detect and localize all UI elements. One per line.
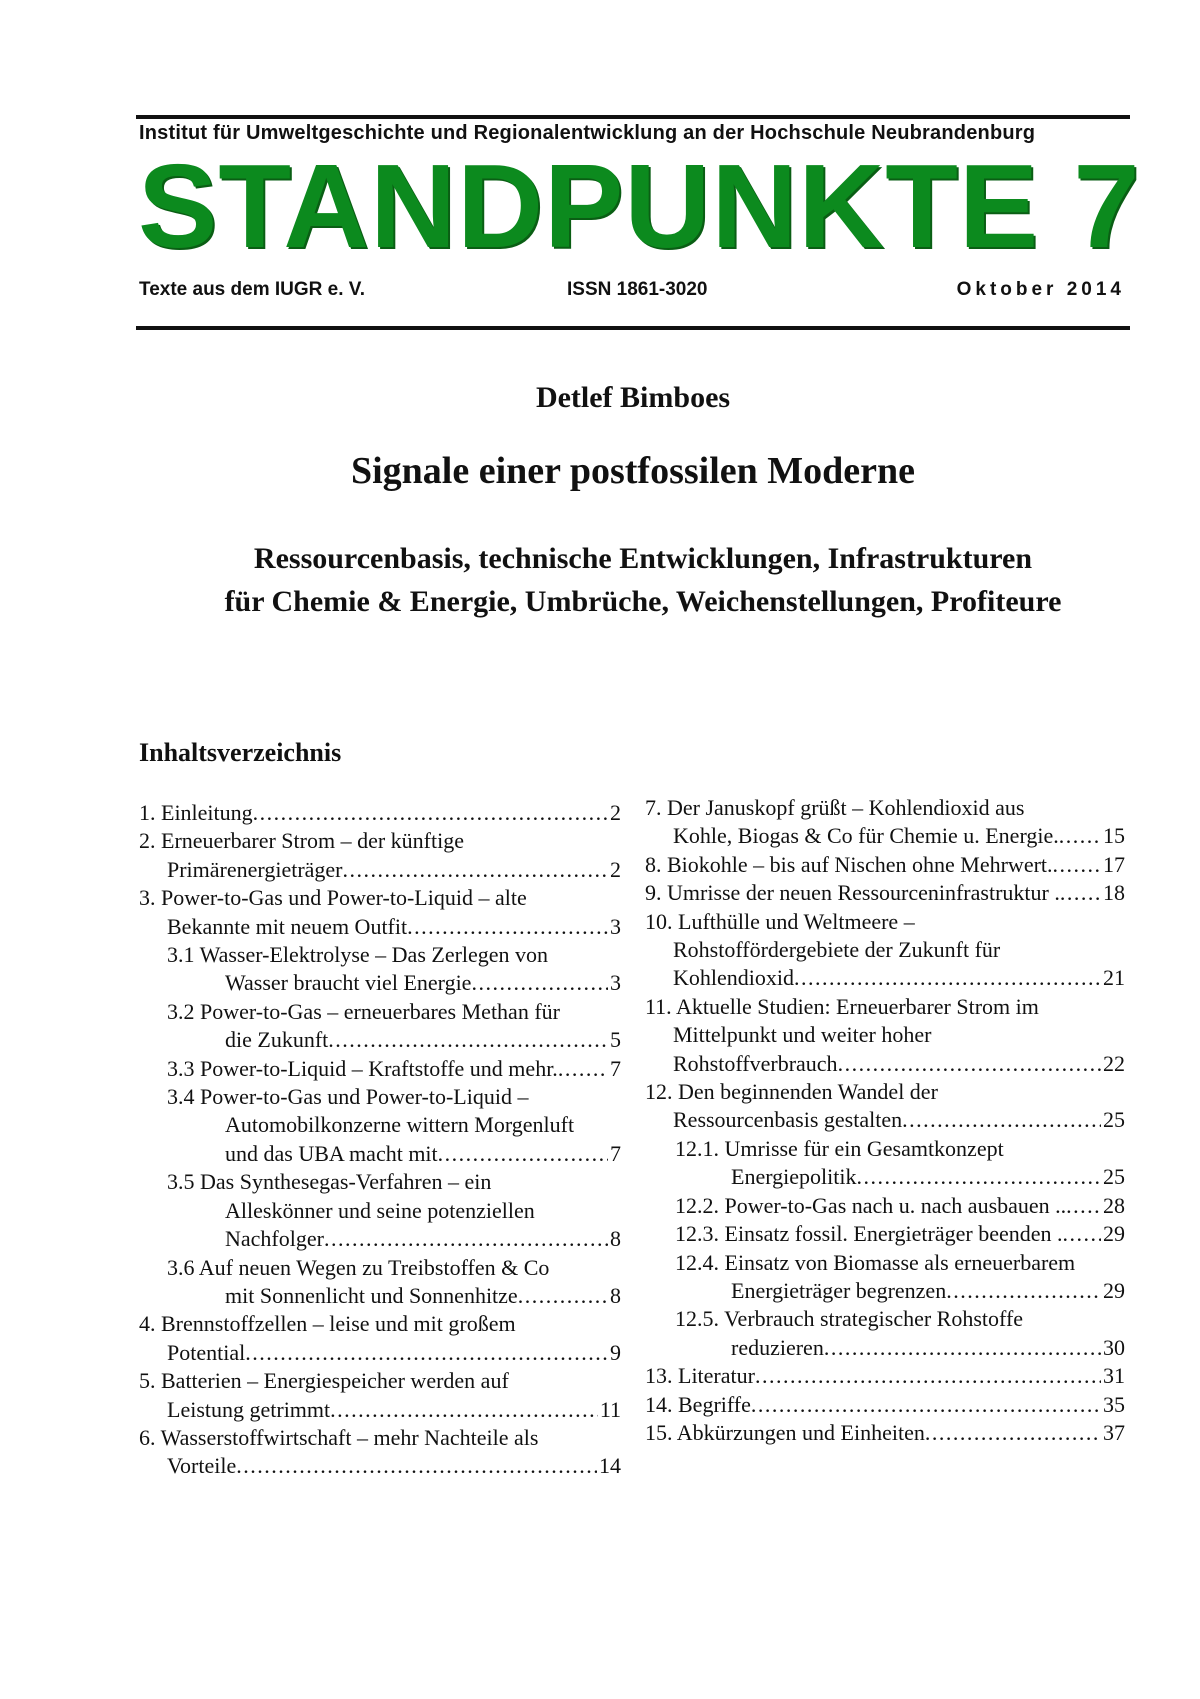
toc-entry-text: Kohle, Biogas & Co für Chemie u. Energie. xyxy=(673,823,1059,849)
subtitle-line-2: für Chemie & Energie, Umbrüche, Weichenstellungen, Profiteure xyxy=(224,585,1062,618)
toc-dot-leader xyxy=(1060,879,1101,907)
toc-dot-leader xyxy=(1066,1192,1101,1220)
toc-page-number: 3 xyxy=(610,913,621,939)
toc-entry-text: 12.2. Power-to-Gas nach u. nach ausbauen .. xyxy=(675,1192,1067,1218)
toc-entry-text: Wasser braucht viel Energie xyxy=(225,970,472,996)
toc-entry-text: 15. Abkürzungen und Einheiten xyxy=(645,1419,925,1445)
toc-entry-text: 4. Brennstoffzellen – leise und mit großem xyxy=(139,1311,516,1337)
toc-entry[interactable] xyxy=(645,1362,1125,1390)
toc-entry[interactable] xyxy=(139,799,621,827)
toc-entry-text: Energieträger begrenzen xyxy=(731,1277,947,1303)
toc-entry[interactable] xyxy=(139,1254,621,1311)
toc-entry[interactable] xyxy=(139,1168,621,1253)
toc-entry-text: 3.1 Wasser-Elektrolyse – Das Zerlegen von xyxy=(167,942,549,968)
toc-page-number: 2 xyxy=(610,800,621,825)
toc-page-number: 28 xyxy=(1103,1192,1125,1218)
toc-heading: Inhaltsverzeichnis xyxy=(139,738,342,767)
publisher-label: Texte aus dem IUGR e. V. xyxy=(139,279,365,300)
author-name: Detlef Bimboes xyxy=(535,381,731,414)
article-subtitle xyxy=(0,537,1200,623)
toc-page-number: 18 xyxy=(1103,880,1125,906)
toc-dot-leader xyxy=(558,1055,608,1083)
toc-entry[interactable] xyxy=(645,993,1125,1078)
toc-entry[interactable] xyxy=(645,1078,1125,1135)
toc-entry-text: Alleskönner und seine potenziellen xyxy=(225,1197,535,1223)
toc-entry[interactable] xyxy=(645,794,1125,851)
toc-page-number: 35 xyxy=(1103,1391,1125,1417)
toc-page-number: 22 xyxy=(1103,1050,1125,1076)
toc-entry-text: Kohlendioxid xyxy=(673,965,794,991)
toc-entry[interactable] xyxy=(139,941,621,998)
toc-page-number: 8 xyxy=(610,1282,621,1308)
toc-page-number: 7 xyxy=(610,1055,621,1081)
toc-entry-text: mit Sonnenlicht und Sonnenhitze xyxy=(225,1282,518,1308)
toc-entry[interactable] xyxy=(645,879,1125,907)
toc-entry-text: 3.6 Auf neuen Wegen zu Treibstoffen & Co xyxy=(167,1254,550,1280)
toc-entry-text: 12.5. Verbrauch strategischer Rohstoffe xyxy=(675,1306,1024,1332)
toc-page-number: 8 xyxy=(610,1226,621,1252)
toc-entry[interactable] xyxy=(139,998,621,1055)
toc-dot-leader xyxy=(902,1106,1101,1134)
toc-entry-text: 3.3 Power-to-Liquid – Kraftstoffe und mehr. xyxy=(167,1055,558,1081)
institute-name: Institut für Umweltgeschichte und Regionalentwicklung an der Hochschule Neubrandenburg xyxy=(139,122,1036,144)
toc-entry-text: reduzieren xyxy=(731,1334,824,1360)
toc-dot-leader xyxy=(343,856,608,884)
series-title: STANDPUNKTE 7 xyxy=(138,140,1141,273)
toc-entry-text: 12. Den beginnenden Wandel der xyxy=(645,1079,938,1105)
toc-dot-leader xyxy=(856,1163,1101,1191)
toc-dot-leader xyxy=(751,1391,1101,1419)
header-meta-row xyxy=(139,279,1129,305)
toc-entry[interactable] xyxy=(645,908,1125,993)
issn-label: ISSN 1861-3020 xyxy=(567,279,708,300)
toc-entry[interactable] xyxy=(139,884,621,941)
toc-entry-text: 13. Literatur xyxy=(645,1363,755,1389)
article-title: Signale einer postfossilen Moderne xyxy=(350,450,915,492)
toc-entry-text: 12.1. Umrisse für ein Gesamtkonzept xyxy=(675,1135,1004,1161)
toc-dot-leader xyxy=(236,1452,597,1480)
toc-page-number: 29 xyxy=(1103,1277,1125,1303)
toc-entry[interactable] xyxy=(645,1391,1125,1419)
toc-entry-text: Ressourcenbasis gestalten xyxy=(673,1107,903,1133)
toc-page-number: 9 xyxy=(610,1339,621,1365)
toc-page-number: 7 xyxy=(610,1140,621,1166)
toc-entry-text: Energiepolitik xyxy=(731,1164,857,1190)
toc-entry[interactable] xyxy=(139,1310,621,1367)
toc-entry-text: 3.4 Power-to-Gas und Power-to-Liquid – xyxy=(167,1084,529,1110)
toc-right-column xyxy=(645,794,1125,1447)
issue-date: Oktober 2014 xyxy=(956,279,1125,300)
toc-entry-text: 10. Lufthülle und Weltmeere – xyxy=(645,908,915,934)
toc-page-number: 5 xyxy=(610,1027,621,1053)
toc-entry[interactable] xyxy=(645,1305,1125,1362)
toc-page-number: 25 xyxy=(1103,1164,1125,1190)
toc-entry[interactable] xyxy=(645,1135,1125,1192)
toc-dot-leader xyxy=(245,1339,608,1367)
toc-dot-leader xyxy=(253,799,608,827)
toc-entry[interactable] xyxy=(139,1367,621,1424)
toc-dot-leader xyxy=(838,1050,1101,1078)
toc-dot-leader xyxy=(518,1282,608,1310)
toc-dot-leader xyxy=(755,1362,1101,1390)
toc-entry[interactable] xyxy=(139,1055,621,1083)
toc-entry[interactable] xyxy=(645,1419,1125,1447)
toc-dot-leader xyxy=(471,969,608,997)
toc-dot-leader xyxy=(328,1026,608,1054)
header-top-rule xyxy=(136,115,1130,119)
toc-dot-leader xyxy=(1063,1220,1101,1248)
toc-dot-leader xyxy=(324,1225,608,1253)
toc-entry[interactable] xyxy=(645,1192,1125,1220)
toc-dot-leader xyxy=(407,913,608,941)
toc-entry-text: und das UBA macht mit xyxy=(225,1140,438,1166)
toc-page-number: 29 xyxy=(1103,1221,1125,1247)
toc-entry-text: die Zukunft xyxy=(225,1027,329,1053)
toc-entry-text: 1. Einleitung xyxy=(139,800,253,825)
toc-entry-text: 3.5 Das Synthesegas-Verfahren – ein xyxy=(167,1169,492,1195)
toc-entry[interactable] xyxy=(645,851,1125,879)
toc-page-number: 30 xyxy=(1103,1334,1125,1360)
toc-entry[interactable] xyxy=(139,827,621,884)
toc-dot-leader xyxy=(824,1334,1101,1362)
toc-page-number: 2 xyxy=(610,856,621,882)
toc-entry-text: Mittelpunkt und weiter hoher xyxy=(673,1022,932,1048)
toc-entry-text: 14. Begriffe xyxy=(645,1391,751,1417)
toc-entry-text: Potential xyxy=(167,1339,246,1365)
toc-dot-leader xyxy=(946,1277,1101,1305)
header-bottom-rule xyxy=(136,326,1130,330)
toc-entry-text: 2. Erneuerbarer Strom – der künftige xyxy=(139,828,464,854)
toc-page-number: 31 xyxy=(1103,1363,1125,1389)
toc-dot-leader xyxy=(1059,822,1101,850)
toc-entry-text: Primärenergieträger xyxy=(167,856,343,882)
toc-entry-text: 3. Power-to-Gas und Power-to-Liquid – alte xyxy=(139,885,527,911)
toc-entry-text: Bekannte mit neuem Outfit xyxy=(167,913,408,939)
toc-page-number: 17 xyxy=(1103,851,1125,877)
toc-entry-text: Rohstoffverbrauch xyxy=(673,1050,838,1076)
toc-entry-text: Vorteile xyxy=(167,1453,237,1479)
toc-entry-text: Leistung getrimmt xyxy=(167,1396,331,1422)
toc-entry-text: Automobilkonzerne wittern Morgenluft xyxy=(225,1112,575,1138)
toc-entry-text: 12.4. Einsatz von Biomasse als erneuerbarem xyxy=(675,1249,1076,1275)
toc-entry-text: 5. Batterien – Energiespeicher werden auf xyxy=(139,1368,509,1394)
toc-left-column xyxy=(139,799,621,1481)
toc-dot-leader xyxy=(794,964,1101,992)
toc-entry[interactable] xyxy=(139,1424,621,1481)
toc-entry[interactable] xyxy=(139,1083,621,1168)
toc-entry-text: 8. Biokohle – bis auf Nischen ohne Mehrwert. xyxy=(645,851,1053,877)
toc-page-number: 14 xyxy=(599,1453,621,1479)
toc-entry-text: 9. Umrisse der neuen Ressourceninfrastruktur . xyxy=(645,880,1060,906)
toc-entry-text: 12.3. Einsatz fossil. Energieträger beenden . xyxy=(675,1221,1063,1247)
toc-dot-leader xyxy=(925,1419,1101,1447)
toc-page-number: 25 xyxy=(1103,1107,1125,1133)
toc-entry[interactable] xyxy=(645,1220,1125,1248)
toc-entry[interactable] xyxy=(645,1249,1125,1306)
toc-page-number: 3 xyxy=(610,970,621,996)
subtitle-line-1: Ressourcenbasis, technische Entwicklungen, Infrastrukturen xyxy=(253,542,1033,575)
toc-entry-text: Rohstoffördergebiete der Zukunft für xyxy=(673,937,1001,963)
toc-entry-text: Nachfolger xyxy=(225,1226,324,1252)
toc-page-number: 37 xyxy=(1103,1419,1125,1445)
toc-entry-text: 11. Aktuelle Studien: Erneuerbarer Strom im xyxy=(645,993,1039,1019)
toc-entry-text: 7. Der Januskopf grüßt – Kohlendioxid aus xyxy=(645,795,1025,820)
toc-dot-leader xyxy=(438,1140,608,1168)
toc-page-number: 15 xyxy=(1103,823,1125,849)
toc-dot-leader xyxy=(330,1396,598,1424)
toc-dot-leader xyxy=(1053,851,1101,879)
toc-page-number: 21 xyxy=(1103,965,1125,991)
toc-page-number: 11 xyxy=(599,1396,621,1422)
toc-entry-text: 6. Wasserstoffwirtschaft – mehr Nachteile als xyxy=(139,1424,539,1450)
toc-entry-text: 3.2 Power-to-Gas – erneuerbares Methan für xyxy=(167,998,560,1024)
